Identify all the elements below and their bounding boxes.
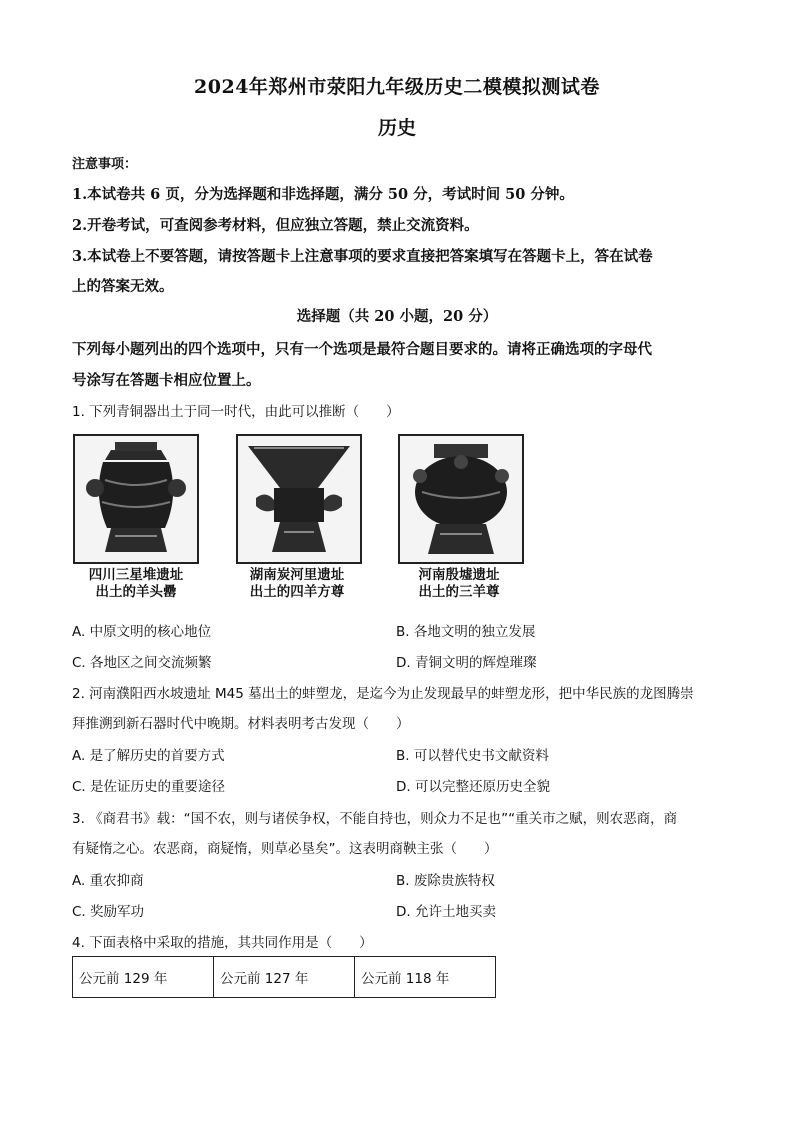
table-cell: 公元前 129 年	[73, 957, 214, 998]
question-4-table	[72, 956, 496, 998]
question-3-option-d: D. 允许土地买卖	[396, 904, 496, 920]
figure-1-caption: 四川三星堆遗址 出土的羊头罍	[88, 567, 184, 600]
subject-title: 历史	[377, 117, 416, 139]
notice-item-3-cont: 上的答案无效。	[72, 278, 174, 295]
notice-item-3: 3.本试卷上不要答题，请按答题卡上注意事项的要求直接把答案填写在答题卡上，答在试卷	[72, 248, 653, 265]
question-3-option-a: A. 重农抑商	[72, 873, 144, 889]
question-3-stem-1: 3. 《商君书》载：“国不农，则与诸侯争权，不能自持也，则众力不足也”“重关市之赋，则农恶商，商	[72, 811, 678, 827]
bronze-lei-icon	[75, 436, 197, 562]
table-cell: 公元前 127 年	[214, 957, 355, 998]
question-1-stem: 1. 下列青铜器出土于同一时代，由此可以推断（ ）	[72, 404, 400, 420]
question-2-stem-1: 2. 河南濮阳西水坡遗址 M45 墓出土的蚌塑龙，是迄今为止发现最早的蚌塑龙形，把中华民族的龙图腾崇	[72, 686, 694, 702]
section-instruction-1: 下列每小题列出的四个选项中，只有一个选项是最符合题目要求的。请将正确选项的字母代	[72, 341, 652, 358]
notice-item-1: 1.本试卷共 6 页，分为选择题和非选择题，满分 50 分，考试时间 50 分钟。	[72, 186, 574, 203]
bronze-zun-icon	[238, 436, 360, 562]
section-heading: 选择题（共 20 小题，20 分）	[296, 308, 498, 325]
question-3-option-c: C. 奖励军功	[72, 904, 145, 920]
question-1-option-c: C. 各地区之间交流频繁	[72, 655, 212, 671]
figure-3	[398, 434, 524, 564]
question-1-option-a: A. 中原文明的核心地位	[72, 624, 212, 640]
table-cell: 公元前 118 年	[355, 957, 496, 998]
question-3-option-b: B. 废除贵族特权	[396, 873, 495, 889]
section-instruction-2: 号涂写在答题卡相应位置上。	[72, 372, 261, 389]
figure-2	[236, 434, 362, 564]
page-title: 2024年郑州市荥阳九年级历史二模模拟测试卷	[194, 76, 600, 98]
question-3-stem-2: 有疑惰之心。农恶商，商疑惰，则草必垦矣”。这表明商鞅主张（ ）	[72, 841, 498, 857]
question-4-stem: 4. 下面表格中采取的措施，其共同作用是（ ）	[72, 935, 373, 951]
figure-3-caption: 河南殷墟遗址 出土的三羊尊	[418, 567, 500, 600]
notice-heading: 注意事项：	[72, 157, 138, 172]
figure-2-caption: 湖南炭河里遗址 出土的四羊方尊	[249, 567, 345, 600]
notice-item-2: 2.开卷考试，可查阅参考材料，但应独立答题，禁止交流资料。	[72, 217, 479, 234]
figure-1	[73, 434, 199, 564]
question-2-option-d: D. 可以完整还原历史全貌	[396, 779, 550, 795]
question-2-option-c: C. 是佐证历史的重要途径	[72, 779, 226, 795]
question-2-option-a: A. 是了解历史的首要方式	[72, 748, 225, 764]
question-2-option-b: B. 可以替代史书文献资料	[396, 748, 549, 764]
table-row	[73, 957, 496, 998]
question-1-option-b: B. 各地文明的独立发展	[396, 624, 536, 640]
question-1-option-d: D. 青铜文明的辉煌璀璨	[396, 655, 537, 671]
question-2-stem-2: 拜推溯到新石器时代中晚期。材料表明考古发现（ ）	[72, 716, 410, 732]
bronze-jar-icon	[400, 436, 522, 562]
